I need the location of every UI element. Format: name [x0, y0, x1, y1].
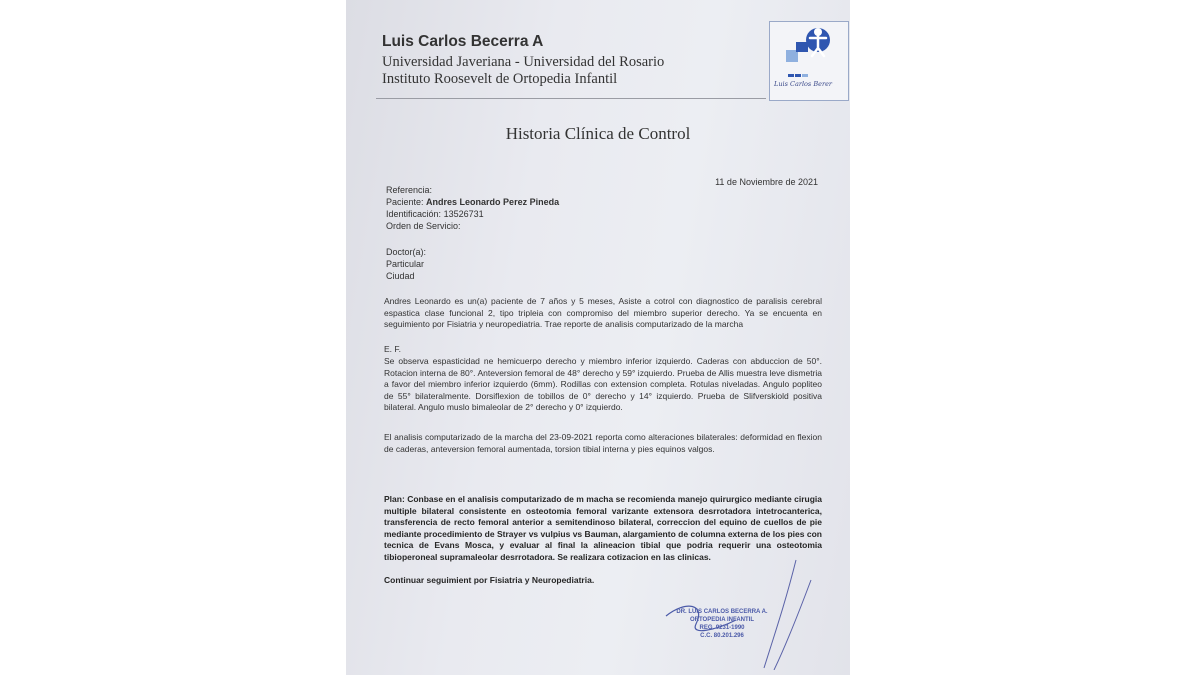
header-doctor-name: Luis Carlos Becerra A	[382, 33, 544, 50]
identification-label: Identificación:	[386, 209, 442, 219]
logo	[769, 21, 849, 101]
patient-name: Andres Leonardo Perez Pineda	[426, 197, 560, 207]
plan-paragraph: Plan: Conbase en el analisis computarizado de m macha se recomienda manejo quirurgico mediante cirugia multiple bilateral consistente en osteotomia femoral varizante extensora desrrotadora intetrocanterica, transferencia de recto femoral anterior a semitendinoso bilateral, correccion del equino de cuellos de pie mediante procedimiento de Strayer vs vulpius vs Bauman, alargamiento de columna externa de los pies con tecnica de Evans Mosca, y evaluar al final la alineacion tibial que podria requerir una osteotomia tibioperoneal supramaleolar desrrotadora. Se realizara cotizacion en las clinicas.	[384, 494, 822, 562]
clinical-summary-paragraph: Andres Leonardo es un(a) paciente de 7 años y 5 meses, Asiste a cotrol con diagnostico de paralisis cerebral espastica clase funcional 2, tipo tripleia con compromiso del miembro superior derecho. Ya se encuenta en seguimiento por Fisiatria y neuropediatria. Trae reporte de analisis computarizado de la marcha	[384, 296, 822, 330]
header-divider	[376, 98, 766, 99]
addressee-type: Particular	[386, 259, 425, 269]
stamp-name: DR. LUIS CARLOS BECERRA A.	[676, 609, 768, 615]
stamp-id-number: C.C. 80.201.296	[700, 633, 744, 639]
physical-exam-heading: E. F.	[384, 344, 402, 354]
patient-label: Paciente:	[386, 197, 424, 207]
addressee-doctor: Doctor(a):	[386, 247, 427, 257]
document-title: Historia Clínica de Control	[505, 124, 691, 143]
logo-signature: Luis Carlos Berer	[774, 80, 833, 88]
doctor-stamp	[662, 608, 782, 664]
addressee-city: Ciudad	[386, 271, 415, 281]
document-page	[346, 0, 850, 675]
gait-analysis-paragraph: El analisis computarizado de la marcha del 23-09-2021 reporta como alteraciones bilaterales: deformidad en flexion de caderas, anteversion femoral aumentada, torsion tibial interna y pies equinos valgos.	[384, 432, 822, 454]
document-date: 11 de Noviembre de 2021	[715, 177, 818, 187]
child-figure-logo-icon	[770, 22, 848, 82]
reference-label: Referencia:	[386, 185, 433, 195]
service-order-label: Orden de Servicio:	[386, 221, 461, 231]
header-affiliation-universities: Universidad Javeriana - Universidad del Rosario	[382, 54, 665, 70]
followup-line: Continuar seguimient por Fisiatria y Neuropediatria.	[384, 575, 595, 585]
physical-exam-paragraph: Se observa espasticidad ne hemicuerpo derecho y miembro inferior izquierdo. Caderas con abduccion de 50°. Rotacion interna de 80°. Anteversion femoral de 48° derecho y 59° izquierdo. Prueba de Allis muestra leve dismetria a favor del miembro inferior izquierdo (6mm). Rodillas con extension completa. Rotulas niveladas. Angulo popliteo de 55° bilateralmente. Dorsiflexion de tobillos de 0° derecho y 14° izquierdo. Prueba de Slifverskiold positiva bilateral. Angulo muslo bimaleolar de 2° derecho y 0° izquierdo.	[384, 356, 822, 413]
identification-value: 13526731	[443, 209, 484, 219]
identification-line	[386, 209, 484, 220]
header-affiliation-institute: Instituto Roosevelt de Ortopedia Infantil	[382, 71, 618, 87]
stamp-registration: REG. 9231-1990	[699, 625, 745, 631]
stamp-specialty: ORTOPEDIA INFANTIL	[689, 617, 754, 623]
patient-line	[386, 197, 559, 208]
